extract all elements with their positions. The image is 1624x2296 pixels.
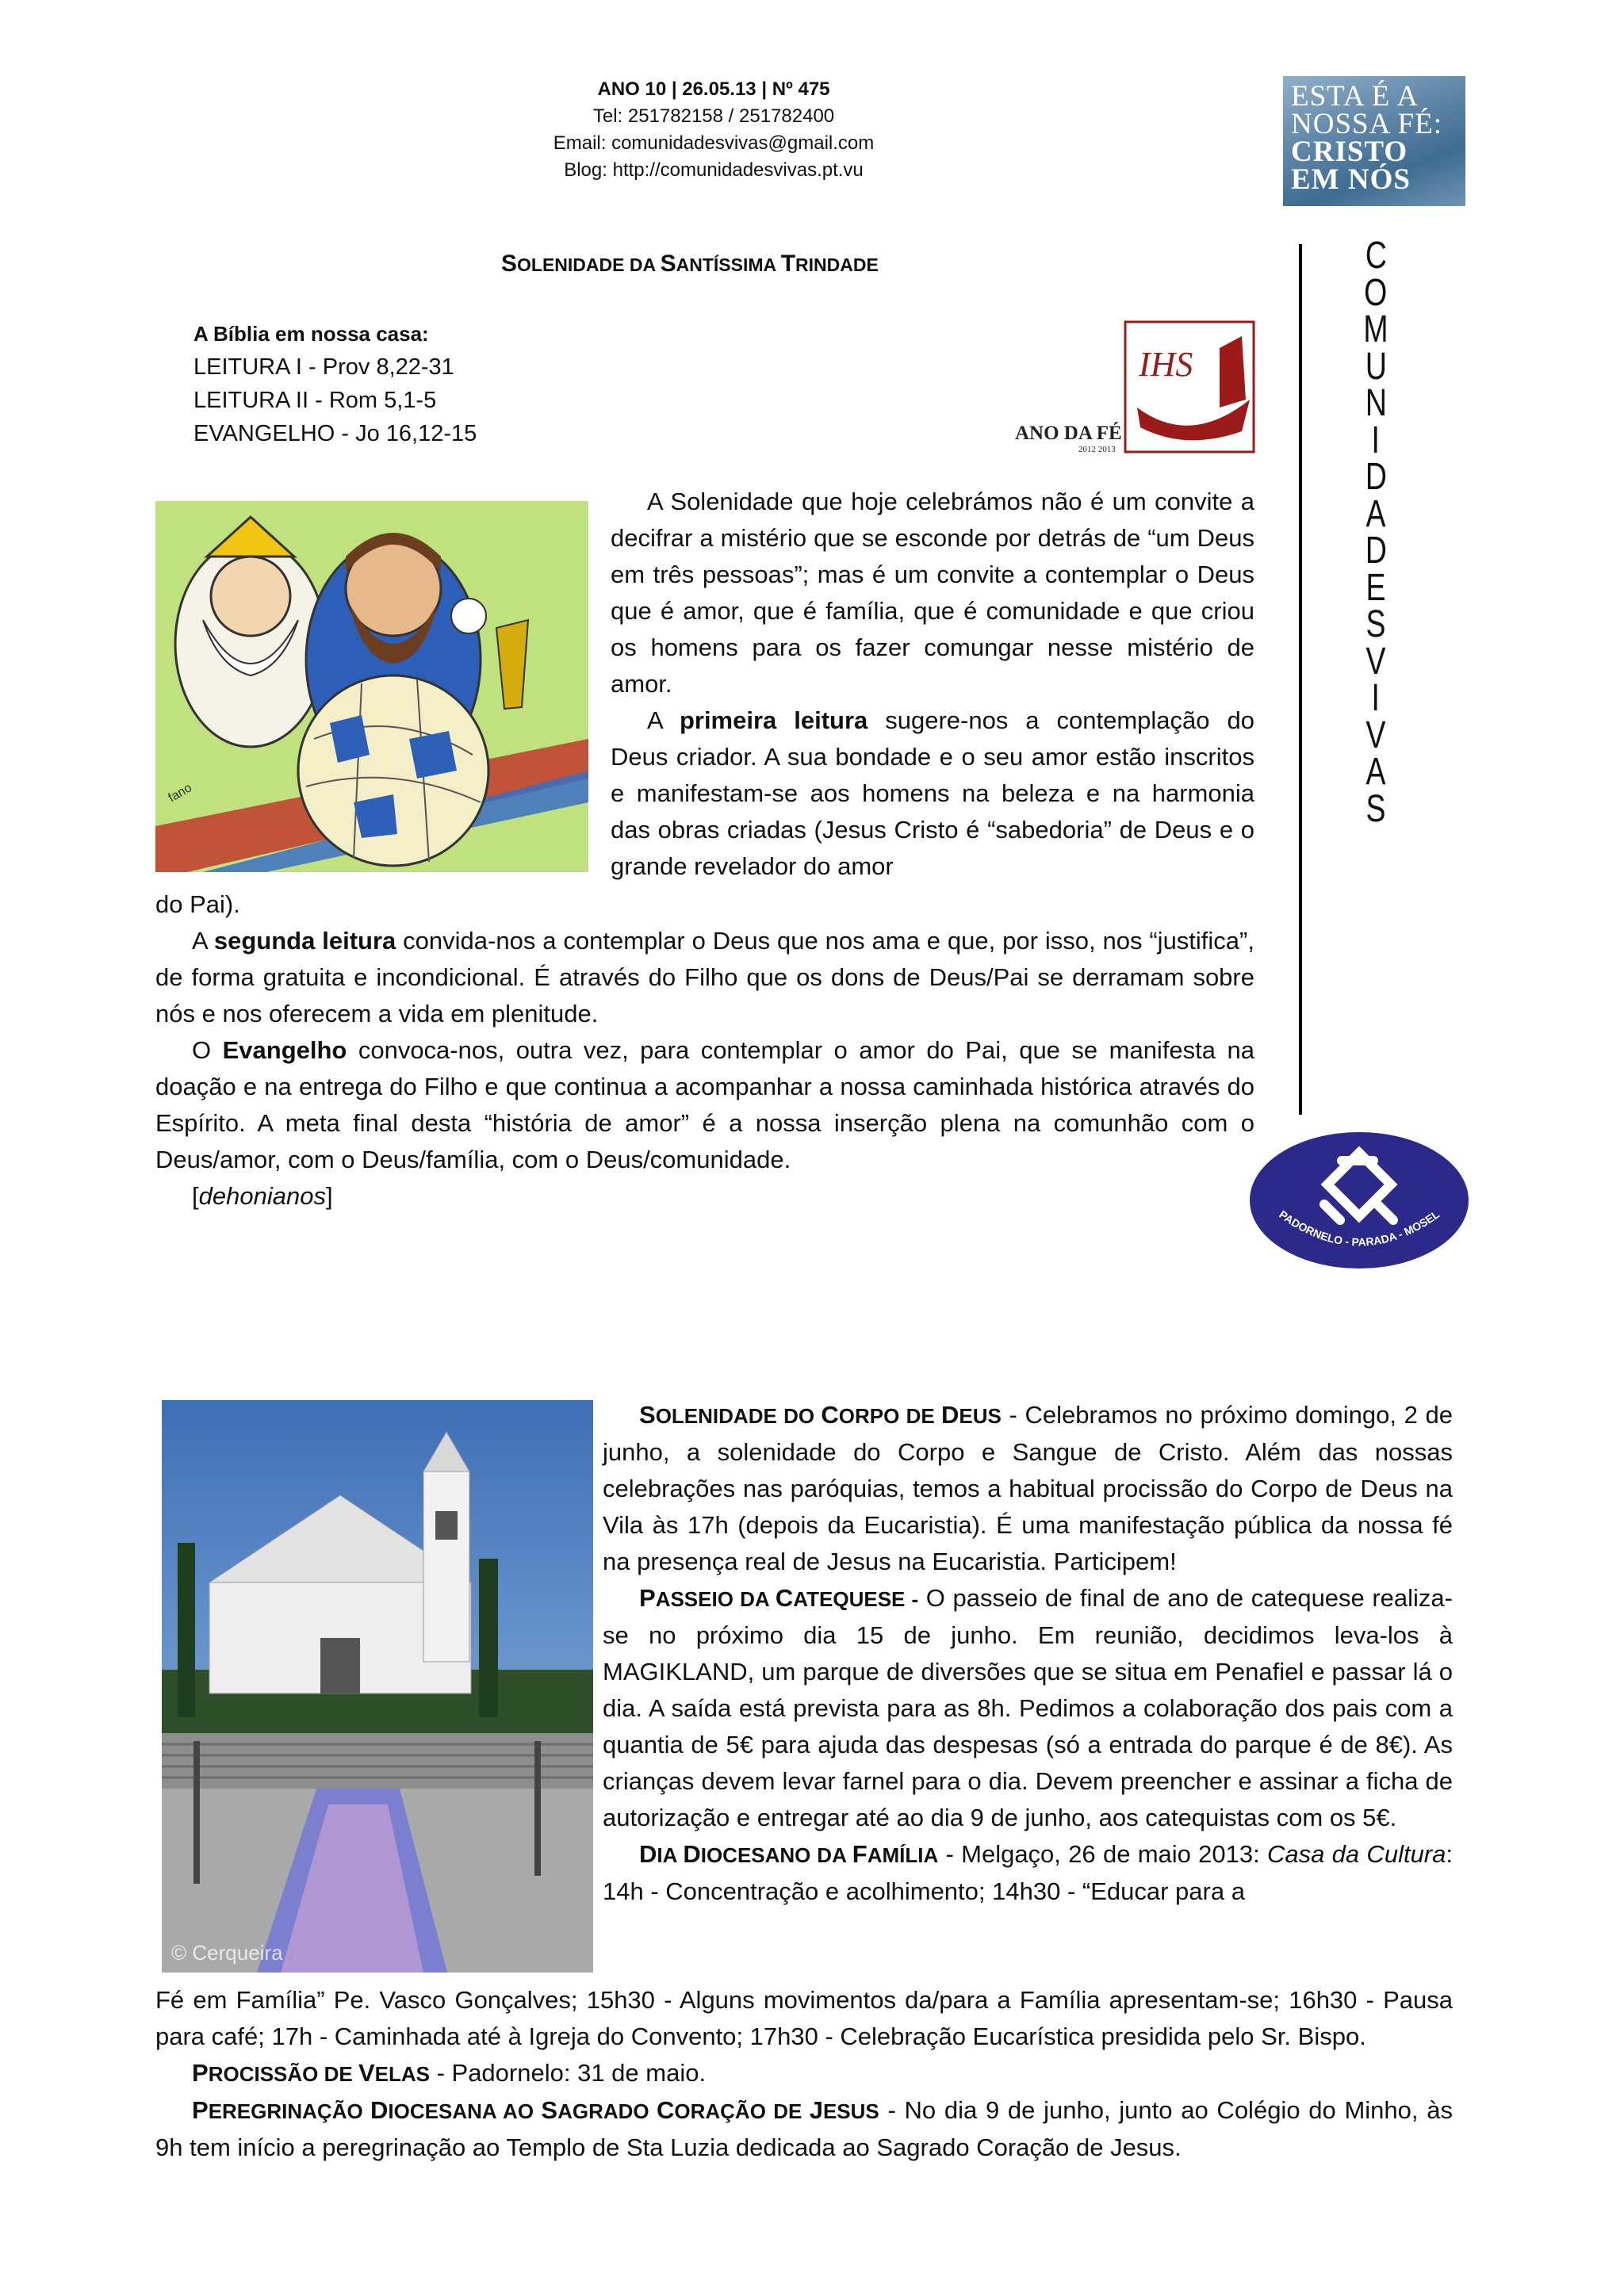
news-item-peregrinacao: PEREGRINAÇÃO DIOCESANA AO SAGRADO CORAÇÃO DE JESUS - No dia 9 de junho, junto ao Colégio do Minho, às 9h tem início a peregrinação ao Templo de Sta Luzia dedicada ao Sagrado Coração de Jesus. [155,2096,1453,2161]
news-title-peregrinacao: PEREGRINAÇÃO DIOCESANA AO SAGRADO CORAÇÃO DE JESUS [192,2096,879,2124]
photo-watermark: © Cerqueira [171,1941,283,1965]
masthead-letter: I [1371,677,1381,719]
news-full-width [155,1982,1453,2166]
news-item-corpo-de-deus: SOLENIDADE DO CORPO DE DEUS - Celebramos no próximo domingo, 2 de junho, a solenidade do Corpo e Sangue de Cristo. Além das nossas celebrações nas paróquias, temos a habitual procissão do Corpo de Deus na Vila às 17h (depois da Eucaristia). É uma manifestação pública da nossa fé na presença real de Jesus na Eucaristia. Participem! [603,1401,1453,1575]
masthead-letter: S [1365,787,1386,830]
vertical-masthead [1356,235,1396,830]
ano-da-fe-label: ANO DA FÉ [1015,423,1122,444]
promo-line-1: ESTA É A [1291,80,1419,113]
ano-da-fe-years: 2012 2013 [1078,445,1116,454]
masthead-letter: V [1365,640,1386,683]
community-logo-text: PADORNELO - PARADA - MOSEL [1277,1207,1442,1249]
promo-line-2: NOSSA FÉ: [1291,108,1442,140]
reflection-source: [dehonianos] [192,1182,333,1210]
church-photo [162,1400,593,1973]
news-column [603,1397,1453,1910]
masthead-letter: V [1365,714,1386,756]
reading-item: LEITURA II - Rom 5,1-5 [193,388,437,413]
promo-line-4: EM NÓS [1291,163,1411,196]
trinity-cartoon [155,501,588,872]
email-info: Email: comunidadesvivas@gmail.com [553,132,875,154]
community-logo [1247,1129,1472,1272]
trinity-cartoon-illustration [155,501,588,872]
blog-info: Blog: http://comunidadesvivas.pt.vu [564,159,864,181]
ihs-monogram: IHS [1139,345,1193,384]
ano-da-fe-emblem [1012,320,1258,455]
news-title-velas: PROCISSÃO DE VELAS [192,2059,430,2087]
reflection-paragraph-1: A Solenidade que hoje celebrámos não é um convite a decifrar a mistério que se esconde por detrás de “um Deus em três pessoas”; mas é um convite a contemplar o Deus que é amor, que é família, que é comunidade e que criou os homens para os fazer comungar nesse mistério de amor. [611,488,1254,698]
masthead-letter: D [1365,530,1387,572]
church-photo-illustration [162,1400,593,1973]
news-item-passeio: PASSEIO DA CATEQUESE - O passeio de final de ano de catequese realiza-se no próximo dia 15 de junho. Em reunião, decidimos leva-los à MAGIKLAND, um parque de diversões que se situa em Penafiel e passar lá o dia. A saída está prevista para as 8h. Pedimos a colaboração dos pais com a quantia de 5€ para ajuda das despesas (só a entrada do parque é de 8€). As crianças devem levar farnel para o dia. Devem preencher e assinar a ficha de autorização e entregar até ao dia 9 de junho, aos catequistas com os 5€. [603,1584,1453,1831]
reflection-paragraph-3: A segunda leitura convida-nos a contemplar o Deus que nos ama e que, por isso, nos “justifica”, de forma gratuita e incondicional. É através do Filho que os dons de Deus/Pai se derramam sobre nós e nos oferecem a vida em plenitude. [155,927,1254,1027]
phone-info: Tel: 251782158 / 251782400 [592,105,835,127]
page-title: SOLENIDADE DA SANTÍSSIMA TRINDADE [501,251,879,277]
masthead-letter: D [1365,456,1387,498]
reflection-paragraph-2: A primeira leitura sugere-nos a contemplação do Deus criador. A sua bondade e o seu amor estão inscritos e manifestam-se aos homens na beleza e na harmonia das obras criadas (Jesus Cristo é “sabedoria” de Deus e o grande revelador do amor [611,706,1254,880]
masthead-letter: N [1365,382,1387,424]
news-title-familia: DIA DIOCESANO DA FAMÍLIA [639,1840,939,1868]
reading-item: EVANGELHO - Jo 16,12-15 [193,421,477,446]
masthead-letter: O [1364,271,1388,314]
masthead-letter: M [1363,308,1388,350]
reflection-column [611,484,1254,885]
masthead-letter: S [1365,603,1386,645]
faith-promo-image [1283,76,1465,206]
reflection-full-width [155,886,1254,1215]
readings-block [193,317,477,450]
news-title-passeio: PASSEIO DA CATEQUESE - [639,1584,919,1612]
news-item-familia-end: Fé em Família” Pe. Vasco Gonçalves; 15h30 - Alguns movimentos da/para a Família apresentam-se; 16h30 - Pausa para café; 17h - Caminhada até à Igreja do Convento; 17h30 - Celebração Eucarística presidida pelo Sr. Bispo. [155,1986,1453,2050]
bulletin-header [476,76,952,184]
masthead-letter: E [1365,566,1386,609]
news-item-familia: DIA DIOCESANO DA FAMÍLIA - Melgaço, 26 de maio 2013: Casa da Cultura: 14h - Concentração e acolhimento; 14h30 - “Educar para a [603,1840,1453,1905]
promo-line-3: CRISTO [1291,136,1408,168]
readings-heading: A Bíblia em nossa casa: [193,322,429,346]
news-title-corpo-de-deus: SOLENIDADE DO CORPO DE DEUS [639,1401,1002,1429]
cartoon-signature: fano [166,781,194,806]
reading-item: LEITURA I - Prov 8,22-31 [193,354,454,380]
masthead-letter: I [1371,419,1381,461]
issue-info: ANO 10 | 26.05.13 | Nº 475 [597,78,830,100]
news-item-velas: PROCISSÃO DE VELAS - Padornelo: 31 de maio. [192,2059,707,2087]
ano-da-fe-logo [1012,320,1258,455]
masthead-letter: A [1365,492,1386,535]
reflection-paragraph-4: O Evangelho convoca-nos, outra vez, para contemplar o amor do Pai, que se manifesta na doação e na entrega do Filho e que continua a acompanhar a nossa caminhada histórica através do Espírito. A meta final desta “história de amor” é a nossa inserção plena na comunhão com o Deus/amor, com o Deus/família, com o Deus/comunidade. [155,1036,1254,1173]
masthead-letter: U [1365,345,1387,388]
vertical-rule [1299,244,1302,1115]
masthead-letter: A [1365,751,1386,793]
reflection-paragraph-2-end: do Pai). [155,890,240,918]
community-logo-emblem [1247,1129,1472,1272]
masthead-letter: C [1365,235,1387,277]
